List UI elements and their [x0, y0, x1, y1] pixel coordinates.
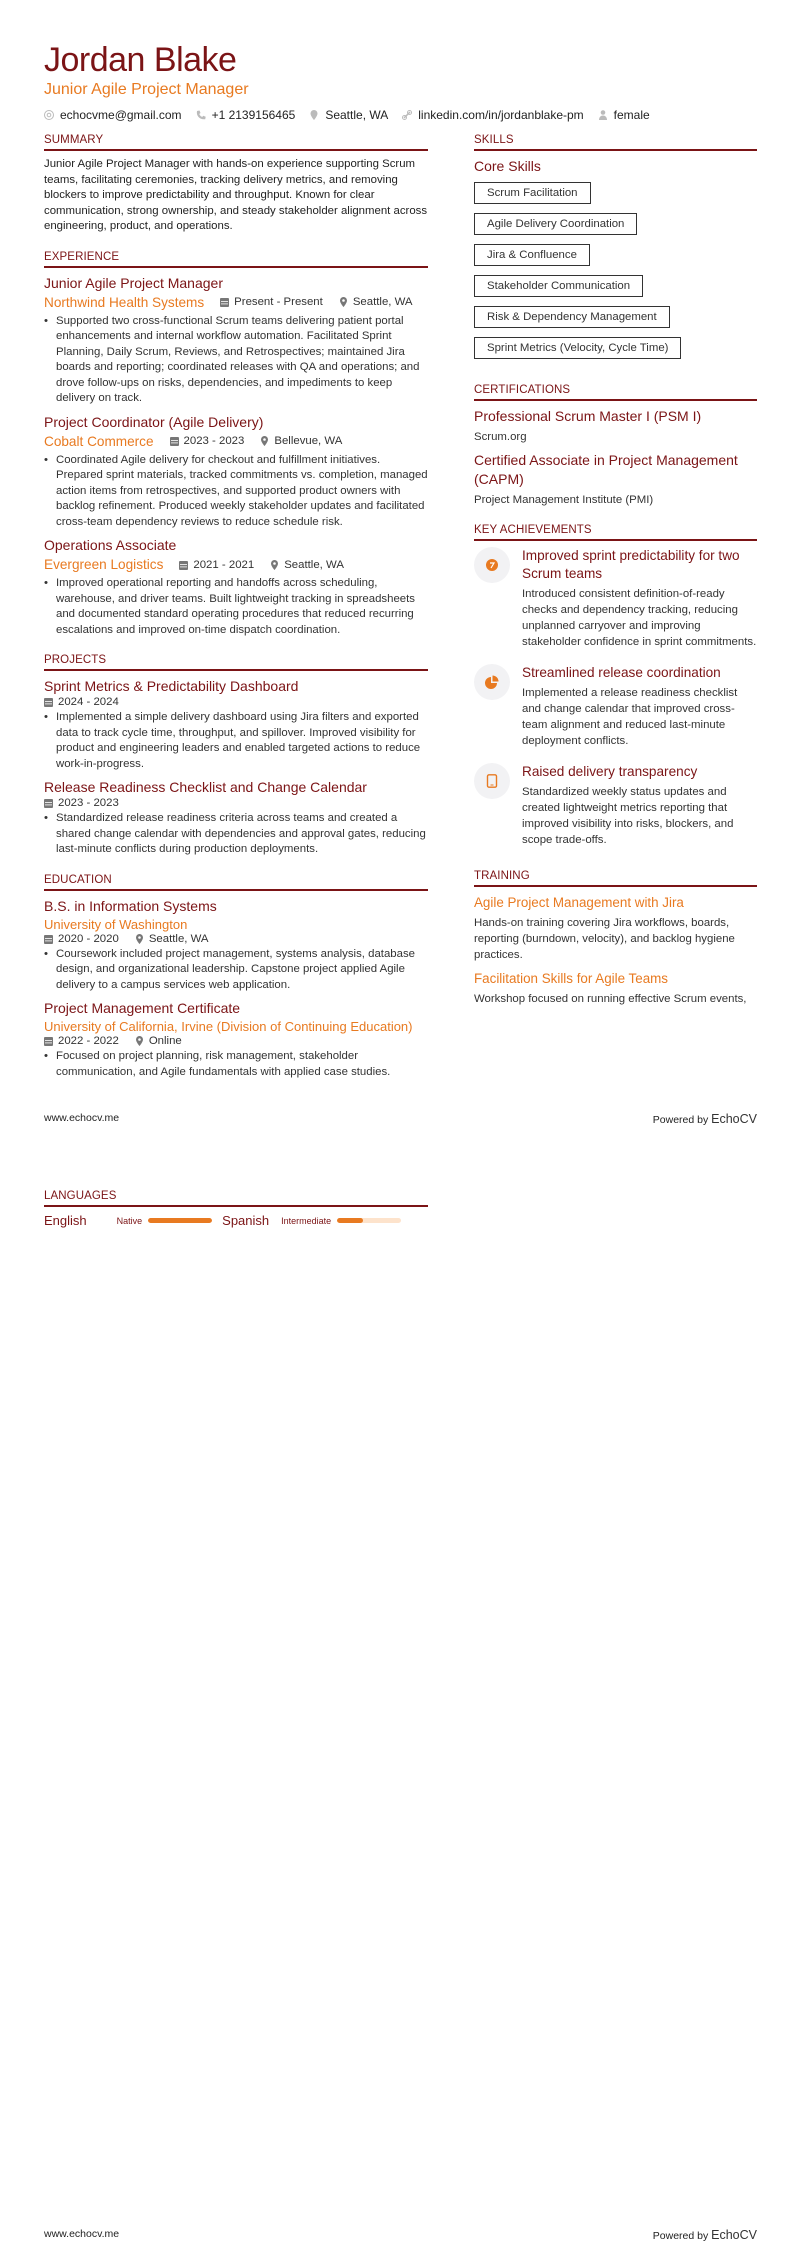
- section-heading: LANGUAGES: [44, 1190, 428, 1207]
- edu-bullet: • Coursework included project management, systems analysis, database design, and organizational leadership. Capstone project applied Agile delivery to a campus services web application.: [44, 947, 428, 994]
- dates-text: 2021 - 2021: [193, 558, 255, 571]
- tablet-icon: [485, 774, 499, 788]
- achievement-title: Raised delivery transparency: [522, 764, 698, 779]
- achievement-entry: [474, 664, 757, 755]
- location-text: Seattle, WA: [352, 296, 413, 308]
- languages-section: [44, 1190, 428, 1244]
- candidate-name: Jordan Blake: [44, 41, 237, 79]
- training-entry: [474, 969, 757, 1007]
- job-role: Junior Agile Project Manager: [44, 274, 223, 291]
- achievement-title: Improved sprint predictability for two Scrum teams: [522, 548, 740, 581]
- calendar-icon: [44, 798, 53, 808]
- job-bullet: • Supported two cross-functional Scrum teams delivering patient portal enhancements and internal workflow automation. Facilitated Sprint Planning, Daily Scrum, Reviews, and Retrospectives; maintained Jira boards and reporting; coordinated releases with QA and operations; and drove follow-ups on risks, dependencies, and impediments to keep delivery on track.: [44, 314, 428, 407]
- training-name: Agile Project Management with Jira: [474, 895, 684, 910]
- education-entry: [44, 999, 428, 1080]
- pie-chart-icon: [485, 675, 499, 689]
- section-heading: PROJECTS: [44, 654, 428, 671]
- location-icon: [135, 1036, 144, 1046]
- page-footer-2: [44, 2228, 757, 2242]
- skill-tags: [474, 182, 757, 368]
- certification-entry: [474, 407, 757, 445]
- footer-site[interactable]: www.echocv.me: [44, 1112, 120, 1124]
- edu-dates: [44, 933, 119, 945]
- location-icon: [135, 934, 144, 944]
- page-footer: [44, 1112, 757, 1126]
- calendar-icon: [44, 697, 53, 707]
- skill-tag: Sprint Metrics (Velocity, Cycle Time): [474, 337, 681, 359]
- link-icon: [402, 110, 412, 120]
- cert-issuer: Scrum.org: [474, 431, 527, 443]
- company-name: Northwind Health Systems: [44, 294, 205, 310]
- medal-icon: [485, 558, 499, 572]
- language-level-fill: [148, 1218, 212, 1223]
- calendar-icon: [44, 1036, 53, 1046]
- projects-section: [44, 654, 428, 858]
- edu-location: [135, 933, 209, 945]
- dates-text: 2020 - 2020: [58, 932, 119, 945]
- location-icon: [309, 110, 319, 120]
- language-level-fill: [337, 1218, 363, 1223]
- powered-label: Powered by: [652, 2230, 709, 2242]
- company-name: Cobalt Commerce: [44, 433, 154, 449]
- project-bullet: • Standardized release readiness criteria across teams and created a shared change calendar with dependencies and approval gates, reducing last-minute conflicts during production deployments.: [44, 811, 428, 858]
- skills-section: [474, 134, 757, 368]
- job-dates: [220, 296, 323, 308]
- achievement-entry: [474, 763, 757, 854]
- cert-issuer: Project Management Institute (PMI): [474, 494, 654, 506]
- job-role: Operations Associate: [44, 537, 177, 553]
- language-level: Intermediate: [281, 1215, 332, 1226]
- skill-tag: Risk & Dependency Management: [474, 306, 670, 328]
- contact-linkedin[interactable]: [402, 108, 583, 122]
- job-role: Project Coordinator (Agile Delivery): [44, 413, 264, 430]
- skill-tag: Stakeholder Communication: [474, 275, 643, 297]
- achievement-entry: [474, 547, 757, 656]
- location-icon: [260, 436, 269, 446]
- skill-tag: Agile Delivery Coordination: [474, 213, 637, 235]
- job-location: [260, 435, 342, 447]
- edu-location: [135, 1035, 182, 1047]
- location-text: Bellevue, WA: [274, 435, 343, 447]
- language-name: Spanish: [222, 1213, 270, 1228]
- job-dates: [170, 435, 245, 447]
- school: University of Washington: [44, 916, 188, 932]
- dates-text: 2023 - 2023: [58, 797, 119, 809]
- language-level: Native: [116, 1215, 143, 1226]
- language-list: [44, 1213, 428, 1228]
- achievement-text: Implemented a release readiness checklist and change calendar that improved cross-team alignment and reduced last-minute deployment conflicts.: [522, 687, 738, 747]
- skill-tag: Scrum Facilitation: [474, 182, 591, 204]
- location-icon: [339, 297, 348, 307]
- job-location: [339, 296, 413, 308]
- contact-text: female: [613, 108, 650, 122]
- brand-name: EchoCV: [711, 1112, 757, 1126]
- brand-name: EchoCV: [711, 2228, 757, 2242]
- left-column: [44, 134, 428, 1096]
- summary-text: Junior Agile Project Manager with hands-on experience supporting Scrum teams, facilitating ceremonies, tracking delivery metrics, and removing blockers to improve predictability and throughput. Known for clear communication, strong ownership, and steady stakeholder alignment across engineering, product, and operations.: [44, 158, 428, 232]
- section-heading: EDUCATION: [44, 874, 428, 891]
- section-heading: KEY ACHIEVEMENTS: [474, 524, 757, 541]
- education-section: [44, 874, 428, 1081]
- company-name: Evergreen Logistics: [44, 557, 164, 572]
- contact-text: Seattle, WA: [325, 108, 389, 122]
- contact-phone[interactable]: [196, 108, 296, 122]
- section-heading: SKILLS: [474, 134, 757, 151]
- section-heading: EXPERIENCE: [44, 251, 428, 268]
- footer-powered: [653, 1112, 757, 1126]
- dates-text: 2023 - 2023: [183, 435, 245, 447]
- training-name: Facilitation Skills for Agile Teams: [474, 971, 668, 986]
- experience-entry: [44, 536, 428, 638]
- right-column: [474, 134, 757, 1023]
- project-dates: [44, 696, 119, 708]
- candidate-title: Junior Agile Project Manager: [44, 81, 249, 98]
- email-icon: [44, 110, 54, 120]
- certification-entry: [474, 451, 757, 508]
- language-name: English: [44, 1213, 87, 1228]
- project-entry: [44, 778, 428, 858]
- project-name: Sprint Metrics & Predictability Dashboard: [44, 678, 299, 694]
- footer-site[interactable]: www.echocv.me: [44, 2228, 120, 2240]
- training-section: [474, 870, 757, 1007]
- dates-text: 2022 - 2022: [58, 1035, 119, 1047]
- job-location: [270, 559, 344, 571]
- calendar-icon: [170, 436, 179, 446]
- phone-icon: [196, 110, 206, 120]
- experience-entry: [44, 274, 428, 407]
- project-dates: [44, 797, 119, 809]
- contact-text: linkedin.com/in/jordanblake-pm: [418, 108, 584, 122]
- location-text: Seattle, WA: [284, 558, 344, 571]
- job-bullet: • Improved operational reporting and handoffs across scheduling, warehouse, and driver teams. Built lightweight tracking in spreadsheets and documented standard operating procedures that reduced recurring escalations and improved on-time dispatch coordination.: [44, 576, 428, 638]
- achievement-text: Standardized weekly status updates and created lightweight metrics reporting that improved visibility into risks, blockers, and scope trade-offs.: [522, 786, 734, 846]
- achievement-title: Streamlined release coordination: [522, 665, 721, 680]
- experience-entry: [44, 413, 428, 531]
- contact-text: +1 2139156465: [211, 108, 296, 122]
- location-text: Online: [148, 1035, 182, 1047]
- calendar-icon: [179, 560, 188, 570]
- project-entry: [44, 677, 428, 772]
- language-level-bar: [337, 1218, 401, 1223]
- cert-name: Professional Scrum Master I (PSM I): [474, 408, 702, 424]
- language-level-bar: [148, 1218, 212, 1223]
- skill-tag: Jira & Confluence: [474, 244, 590, 266]
- training-entry: [474, 893, 757, 963]
- training-text: Hands-on training covering Jira workflows, boards, reporting (burndown, velocity), and backlog hygiene practices.: [474, 917, 735, 961]
- dates-text: Present - Present: [234, 296, 323, 308]
- project-name: Release Readiness Checklist and Change Calendar: [44, 779, 367, 795]
- training-text: Workshop focused on running effective Scrum events,: [474, 993, 747, 1005]
- degree: B.S. in Information Systems: [44, 897, 217, 914]
- section-heading: CERTIFICATIONS: [474, 384, 757, 401]
- section-heading: SUMMARY: [44, 134, 428, 151]
- contact-text: echocvme@gmail.com: [60, 108, 182, 122]
- section-heading: TRAINING: [474, 870, 757, 887]
- edu-bullet: • Focused on project planning, risk management, stakeholder communication, and Agile fundamentals with applied case studies.: [44, 1049, 428, 1080]
- calendar-icon: [44, 934, 53, 944]
- experience-section: [44, 251, 428, 639]
- location-icon: [270, 560, 279, 570]
- skill-group-title: Core Skills: [474, 158, 541, 174]
- location-text: Seattle, WA: [148, 932, 209, 945]
- job-bullet: • Coordinated Agile delivery for checkout and fulfillment initiatives. Prepared sprint materials, tracked commitments vs. completion, managed action items from retrospectives, and supported product owners with backlog refinement. Produced weekly stakeholder updates and facilitated cross-team dependency reviews to reduce schedule risk.: [44, 453, 428, 531]
- contact-list: [44, 108, 764, 122]
- contact-location: [309, 108, 388, 122]
- school: University of California, Irvine (Division of Continuing Education): [44, 1019, 413, 1034]
- achievements-section: [474, 524, 757, 854]
- degree: Project Management Certificate: [44, 1000, 241, 1016]
- achievement-text: Introduced consistent definition-of-ready checks and dependency tracking, reducing unplanned carryover and improving stakeholder confidence in sprint commitments.: [522, 588, 757, 648]
- certifications-section: [474, 384, 757, 508]
- project-bullet: • Implemented a simple delivery dashboard using Jira filters and exported data to track cycle time, throughput, and spillover. Improved visibility for product and engineering leaders and enabled targeted actions to reduce work-in-progress.: [44, 710, 428, 772]
- summary-section: [44, 134, 428, 235]
- cert-name: Certified Associate in Project Management (CAPM): [474, 452, 738, 487]
- contact-gender: [598, 108, 650, 122]
- resume-header: [44, 40, 764, 122]
- education-entry: [44, 897, 428, 994]
- dates-text: 2024 - 2024: [58, 696, 119, 708]
- calendar-icon: [220, 297, 229, 307]
- edu-dates: [44, 1035, 119, 1047]
- job-dates: [179, 559, 254, 571]
- contact-email[interactable]: [44, 108, 182, 122]
- powered-label: Powered by: [652, 1114, 709, 1126]
- footer-powered: [653, 2228, 757, 2242]
- person-icon: [598, 110, 608, 120]
